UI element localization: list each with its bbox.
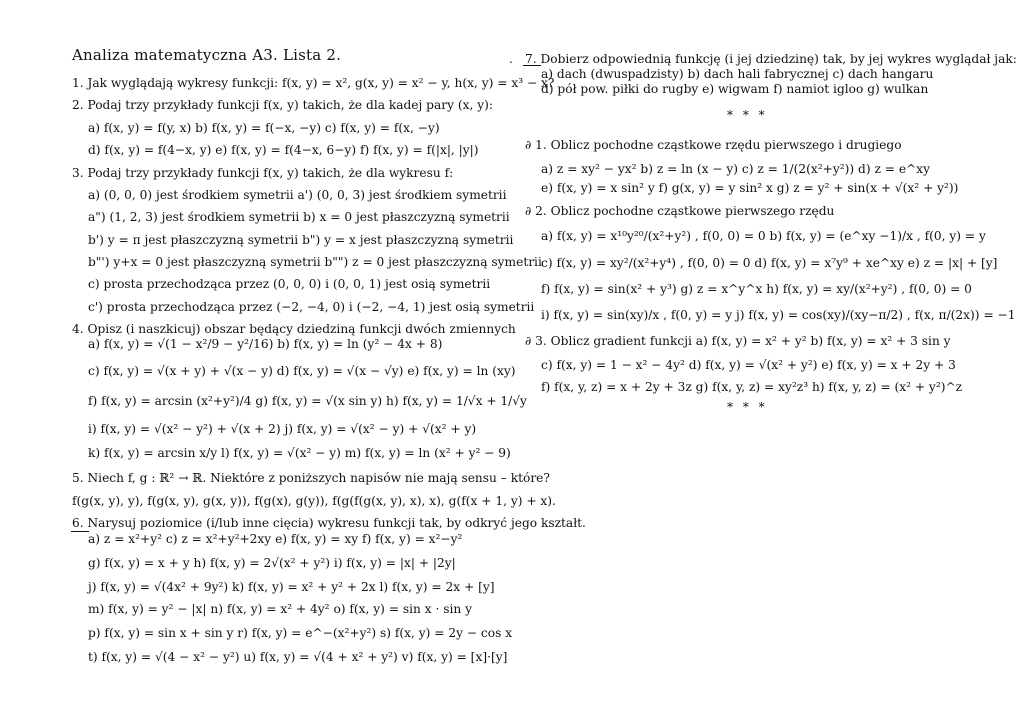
problem-7: 7. Dobierz odpowiednią funkcję (i jej dziedzinę) tak, by jej wykres wyglądał jak:	[525, 52, 1017, 66]
problem-2: 2. Podaj trzy przykłady funkcji f(x, y) takich, że dla kadej pary (x, y):	[72, 98, 493, 112]
problem-3-c: c) prosta przechodząca przez (0, 0, 0) i (0, 0, 1) jest osią symetrii	[88, 277, 491, 291]
problem-6-tv: t) f(x, y) = √(4 − x² − y²) u) f(x, y) = √(4 + x² + y²) v) f(x, y) = [x]·[y]	[88, 650, 508, 664]
section-separator-2: * * *	[727, 400, 768, 414]
problem-6-af: a) z = x²+y² c) z = x²+y²+2xy e) f(x, y) = xy f) f(x, y) = x²−y²	[88, 532, 463, 546]
section-separator-1: * * *	[727, 108, 768, 122]
problem-4-fh: f) f(x, y) = arcsin (x²+y²)/4 g) f(x, y) = √(x sin y) h) f(x, y) = 1/√x + 1/√y	[88, 394, 527, 408]
partial-1-eg: e) f(x, y) = x sin² y f) g(x, y) = y sin² x g) z = y² + sin(x + √(x² + y²))	[541, 181, 959, 195]
problem-6-ps: p) f(x, y) = sin x + sin y r) f(x, y) = e^−(x²+y²) s) f(x, y) = 2y − cos x	[88, 626, 513, 640]
partial-2-fh: f) f(x, y) = sin(x² + y³) g) z = x^y^x h) f(x, y) = xy/(x²+y²) , f(0, 0) = 0	[541, 282, 972, 296]
problem-3-c2: c') prosta przechodząca przez (−2, −4, 0) i (−2, −4, 1) jest osią symetrii	[88, 300, 535, 314]
partial-2-ce: c) f(x, y) = xy²/(x²+y⁴) , f(0, 0) = 0 d) f(x, y) = x⁷y⁹ + xe^xy e) z = |x| + [y]	[541, 256, 998, 270]
partial-3-fh: f) f(x, y, z) = x + 2y + 3z g) f(x, y, z) = xy²z³ h) f(x, y, z) = (x² + y²)^z	[541, 380, 963, 394]
problem-5-list: f(g(x, y), y), f(g(x, y), g(x, y)), f(g(x), g(y)), f(g(f(g(x, y), x), x), g(f(x + 1, y) + x).	[72, 494, 556, 508]
problem-4-ce: c) f(x, y) = √(x + y) + √(x − y) d) f(x, y) = √(x − √y) e) f(x, y) = ln (xy)	[88, 364, 516, 378]
problem-6-jl: j) f(x, y) = √(4x² + 9y²) k) f(x, y) = x² + y² + 2x l) f(x, y) = 2x + [y]	[88, 580, 495, 594]
partial-3-ce: c) f(x, y) = 1 − x² − 4y² d) f(x, y) = √(x² + y²) e) f(x, y) = x + 2y + 3	[541, 358, 956, 372]
problem-4-km: k) f(x, y) = arcsin x/y l) f(x, y) = √(x² − y) m) f(x, y) = ln (x² + y² − 9)	[88, 446, 511, 460]
problem-6-mo: m) f(x, y) = y² − |x| n) f(x, y) = x² + 4y² o) f(x, y) = sin x · sin y	[88, 602, 473, 616]
problem-3: 3. Podaj trzy przykłady funkcji f(x, y) takich, że dla wykresu f:	[72, 166, 454, 180]
problem-4-ij: i) f(x, y) = √(x² − y²) + √(x + 2) j) f(x, y) = √(x² − y) + √(x² + y)	[88, 422, 477, 436]
partial-2-ab: a) f(x, y) = x¹⁰y²⁰/(x²+y²) , f(0, 0) = 0 b) f(x, y) = (e^xy −1)/x , f(0, y) = y	[541, 229, 986, 243]
partial-3: ∂ 3. Oblicz gradient funkcji a) f(x, y) = x² + y² b) f(x, y) = x² + 3 sin y	[525, 334, 951, 348]
problem-4: 4. Opisz (i naszkicuj) obszar będący dziedziną funkcji dwóch zmiennych	[72, 322, 516, 336]
page-title: Analiza matematyczna A3. Lista 2.	[72, 46, 342, 64]
partial-2-ij: i) f(x, y) = sin(xy)/x , f(0, y) = y j) f(x, y) = cos(xy)/(xy−π/2) , f(x, π/(2x)) = −1	[541, 308, 1016, 322]
problem-7-dg: d) pół pow. piłki do rugby e) wigwam f) namiot igloo g) wulkan	[541, 82, 929, 96]
partial-2: ∂ 2. Oblicz pochodne cząstkowe pierwszego rzędu	[525, 204, 835, 218]
column-dot: .	[509, 52, 513, 66]
problem-6-mark	[71, 531, 89, 532]
problem-4-ab: a) f(x, y) = √(1 − x²/9 − y²/16) b) f(x, y) = ln (y² − 4x + 8)	[88, 337, 443, 351]
problem-3-b2: b') y = π jest płaszczyzną symetrii b") y = x jest płaszczyzną symetrii	[88, 233, 514, 247]
problem-7-ac: a) dach (dwuspadzisty) b) dach hali fabrycznej c) dach hangaru	[541, 67, 934, 81]
problem-2-ac: a) f(x, y) = f(y, x) b) f(x, y) = f(−x, −y) c) f(x, y) = f(x, −y)	[88, 121, 440, 135]
problem-2-df: d) f(x, y) = f(4−x, y) e) f(x, y) = f(4−x, 6−y) f) f(x, y) = f(|x|, |y|)	[88, 143, 479, 157]
problem-3-a: a) (0, 0, 0) jest środkiem symetrii a') (0, 0, 3) jest środkiem symetrii	[88, 188, 507, 202]
problem-3-b3: b"') y+x = 0 jest płaszczyzną symetrii b"") z = 0 jest płaszczyzną symetrii	[88, 255, 542, 269]
problem-1: 1. Jak wyglądają wykresy funkcji: f(x, y) = x², g(x, y) = x² − y, h(x, y) = x³ − x?	[72, 76, 555, 90]
problem-3-b: a") (1, 2, 3) jest środkiem symetrii b) x = 0 jest płaszczyzną symetrii	[88, 210, 510, 224]
partial-1-ad: a) z = xy² − yx² b) z = ln (x − y) c) z = 1/(2(x²+y²)) d) z = e^xy	[541, 162, 931, 176]
problem-5: 5. Niech f, g : ℝ² → ℝ. Niektóre z poniższych napisów nie mają sensu – które?	[72, 471, 550, 485]
problem-6-gi: g) f(x, y) = x + y h) f(x, y) = 2√(x² + y²) i) f(x, y) = |x| + |2y|	[88, 556, 456, 570]
problem-6: 6. Narysuj poziomice (i/lub inne cięcia) wykresu funkcji tak, by odkryć jego kształt.	[72, 516, 586, 530]
partial-1: ∂ 1. Oblicz pochodne cząstkowe rzędu pierwszego i drugiego	[525, 138, 902, 152]
